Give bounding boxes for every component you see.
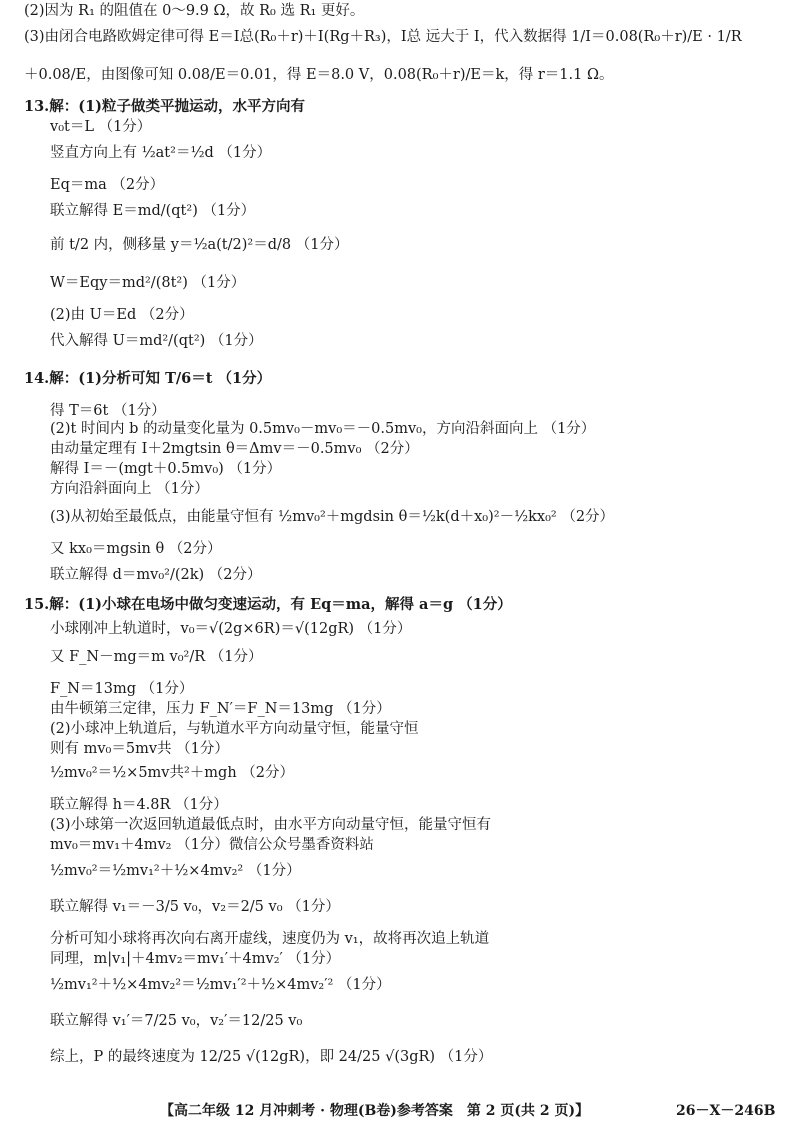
solution-line: 解得 I＝－(mgt＋0.5mv₀) （1分） [50,461,282,477]
question-heading: 14.解：(1)分析可知 T/6＝t （1分） [24,370,272,387]
solution-line: 联立解得 d＝mv₀²/(2k) （2分） [50,567,262,583]
footer-title: 【高二年级 12 月冲刺考 · 物理(B卷)参考答案 第 2 页(共 2 页)】 [160,1103,590,1119]
solution-line: (2)由 U＝Ed （2分） [50,307,194,323]
solution-line: (2)t 时间内 b 的动量变化量为 0.5mv₀－mv₀＝－0.5mv₀，方向沿斜面向上 （1分） [50,421,596,437]
solution-line: mv₀＝mv₁＋4mv₂ （1分）微信公众号墨香资料站 [50,837,374,853]
question-heading: 15.解：(1)小球在电场中做匀变速运动，有 Eq＝ma，解得 a＝g （1分） [24,596,512,613]
solution-line: (2)因为 R₁ 的阻值在 0～9.9 Ω，故 R₀ 选 R₁ 更好。 [24,3,365,19]
solution-line: (3)小球第一次返回轨道最低点时，由水平方向动量守恒，能量守恒有 [50,817,492,833]
solution-line: 方向沿斜面向上 （1分） [50,481,209,497]
solution-line: 联立解得 h＝4.8R （1分） [50,797,228,813]
solution-line: 由牛顿第三定律，压力 F_N′＝F_N＝13mg （1分） [50,701,391,717]
solution-line: 又 F_N－mg＝m v₀²/R （1分） [50,649,263,665]
solution-line: 同理，m|v₁|＋4mv₂＝mv₁′＋4mv₂′ （1分） [50,951,341,967]
solution-line: (3)由闭合电路欧姆定律可得 E＝I总(R₀＋r)＋I(Rg＋R₃)，I总 远大于 I，代入数据得 1/I＝0.08(R₀＋r)/E · 1/R [24,29,742,45]
footer-code: 26－X－246B [676,1103,776,1119]
question-heading: 13.解：(1)粒子做类平抛运动，水平方向有 [24,98,306,115]
solution-line: 由动量定理有 I＋2mgtsin θ＝Δmv＝－0.5mv₀ （2分） [50,441,419,457]
solution-line: ½mv₀²＝½mv₁²＋½×4mv₂² （1分） [50,863,301,879]
solution-line: 又 kx₀＝mgsin θ （2分） [50,541,222,557]
solution-line: 联立解得 v₁′＝7/25 v₀，v₂′＝12/25 v₀ [50,1013,303,1029]
solution-line: ½mv₁²＋½×4mv₂²＝½mv₁′²＋½×4mv₂′² （1分） [50,977,391,993]
solution-line: (2)小球冲上轨道后，与轨道水平方向动量守恒，能量守恒 [50,721,419,737]
solution-line: 小球刚冲上轨道时，v₀＝√(2g×6R)＝√(12gR) （1分） [50,621,412,637]
solution-line: 前 t/2 内，侧移量 y＝½a(t/2)²＝d/8 （1分） [50,237,349,253]
solution-line: v₀t＝L （1分） [50,119,152,135]
solution-line: 竖直方向上有 ½at²＝½d （1分） [50,145,272,161]
solution-line: W＝Eqy＝md²/(8t²) （1分） [50,275,246,291]
solution-line: 综上，P 的最终速度为 12/25 √(12gR)，即 24/25 √(3gR) （1分） [50,1049,493,1065]
solution-line: 得 T＝6t （1分） [50,403,166,419]
solution-line: (3)从初始至最低点，由能量守恒有 ½mv₀²＋mgdsin θ＝½k(d＋x₀)²－½kx₀² （2分） [50,509,615,525]
solution-line: 联立解得 E＝md/(qt²) （1分） [50,203,256,219]
solution-line: 分析可知小球将再次向右离开虚线，速度仍为 v₁，故将再次追上轨道 [50,931,490,947]
solution-line: Eq＝ma （2分） [50,177,165,193]
solution-line: ½mv₀²＝½×5mv共²＋mgh （2分） [50,765,295,781]
solution-line: 代入解得 U＝md²/(qt²) （1分） [50,333,263,349]
solution-line: F_N＝13mg （1分） [50,681,194,697]
solution-line: 则有 mv₀＝5mv共 （1分） [50,741,229,757]
solution-line: ＋0.08/E，由图像可知 0.08/E＝0.01，得 E＝8.0 V，0.08(R₀＋r)/E＝k，得 r＝1.1 Ω。 [24,67,614,83]
solution-line: 联立解得 v₁＝－3/5 v₀，v₂＝2/5 v₀ （1分） [50,899,340,915]
